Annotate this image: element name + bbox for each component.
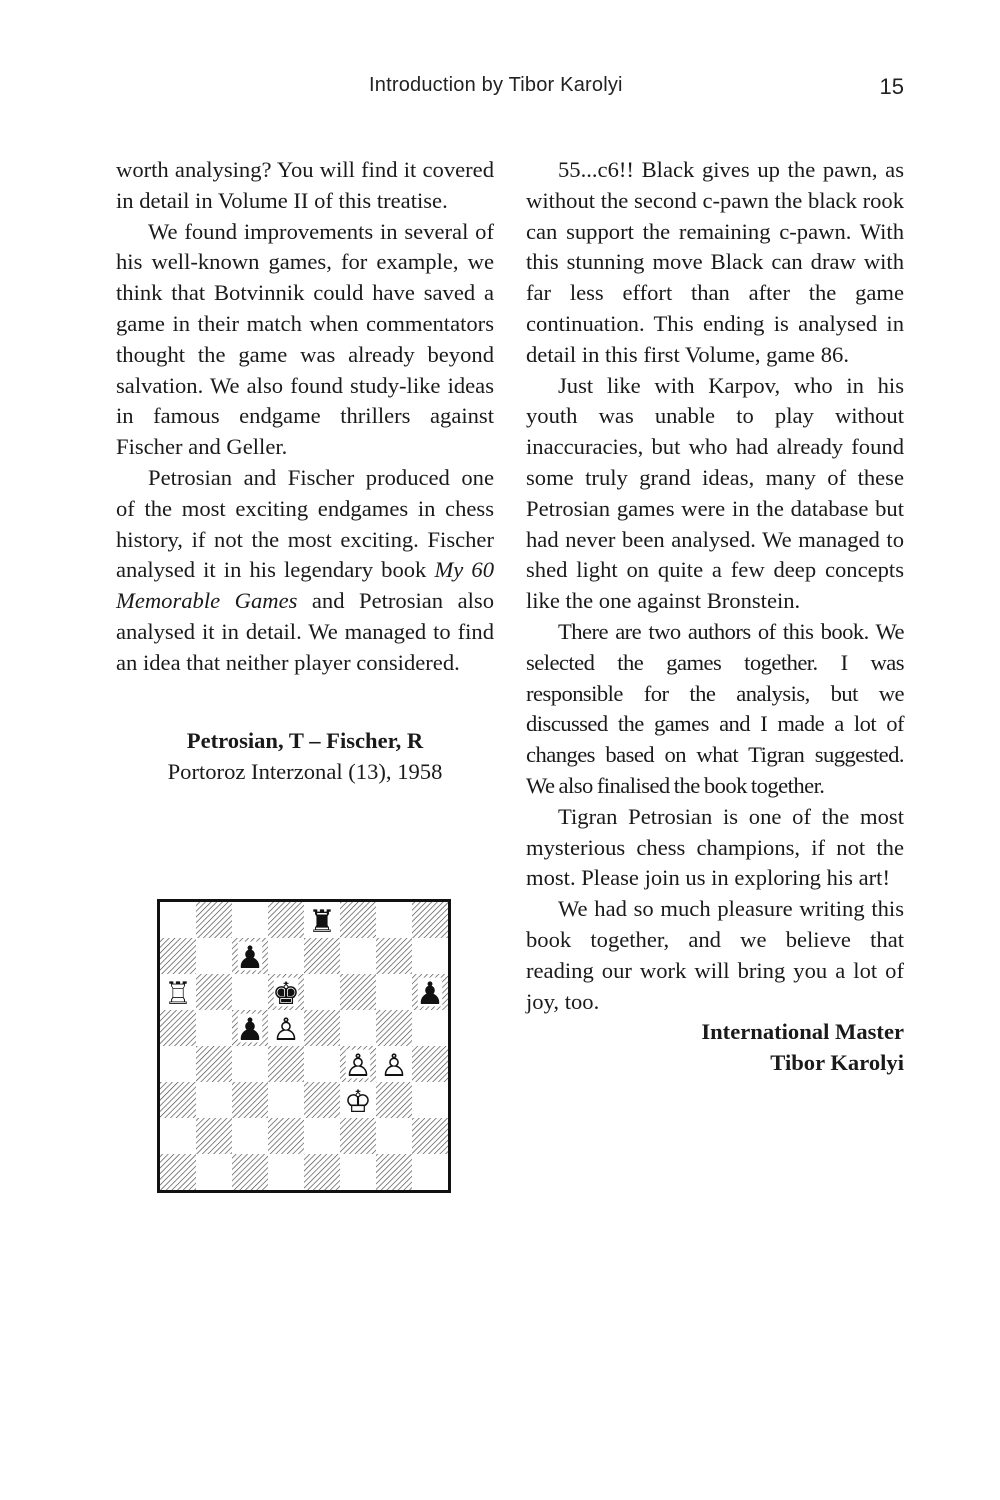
black-pawn-icon: ♟ [416, 975, 444, 1012]
square-e4 [304, 1046, 340, 1082]
game-heading [116, 725, 494, 787]
black-rook-icon: ♜ [308, 903, 336, 940]
right-paragraph-1: 55...c6!! Black gives up the pawn, as without the second c-pawn the black rook can support the remaining c-pawn. With this stunning move Black can draw with far less effort than after the game continuation. This ending is analysed in detail in this first Volume, game 86. [526, 157, 904, 367]
square-f8 [340, 902, 376, 938]
signature-title: International Master [701, 1019, 904, 1045]
square-c3 [232, 1082, 268, 1118]
square-e1 [304, 1154, 340, 1190]
square-b2 [196, 1118, 232, 1154]
square-e3 [304, 1082, 340, 1118]
white-pawn-icon: ♙ [344, 1047, 372, 1084]
game-event: Portoroz Interzonal (13), 1958 [167, 758, 443, 784]
page-number: 15 [879, 74, 904, 99]
chess-board [157, 899, 451, 1193]
black-pawn-icon: ♟ [236, 1011, 264, 1048]
square-c4 [232, 1046, 268, 1082]
left-paragraph-1: worth analysing? You will find it covered in detail in Volume II of this treatise. [116, 157, 494, 213]
square-a1 [160, 1154, 196, 1190]
square-b3 [196, 1082, 232, 1118]
square-c2 [232, 1118, 268, 1154]
right-paragraph-3: There are two authors of this book. We selected the games together. I was responsible for the analysis, but we discussed the games and I made a lot of changes based on what Tigran suggested. We also finalised the book together. [526, 618, 904, 798]
white-pawn-icon: ♙ [380, 1047, 408, 1084]
square-h5 [412, 1010, 448, 1046]
square-g1 [376, 1154, 412, 1190]
square-e6 [304, 974, 340, 1010]
left-paragraph-3-end: and Petrosian also analysed it in detail. We managed to find an idea that neither player considered. [116, 588, 494, 675]
left-column [116, 155, 494, 787]
square-a4 [160, 1046, 196, 1082]
square-h8 [412, 902, 448, 938]
square-g2 [376, 1118, 412, 1154]
running-title: Introduction by Tibor Karolyi [369, 74, 623, 96]
square-d1 [268, 1154, 304, 1190]
square-g6 [376, 974, 412, 1010]
square-b6 [196, 974, 232, 1010]
left-paragraph-2: We found improvements in several of his well-known games, for example, we think that Botvinnik could have saved a game in their match when commentators thought the game was already beyond salvation. We also found study-like ideas in famous endgame thrillers against Fischer and Geller. [116, 218, 494, 460]
square-e5 [304, 1010, 340, 1046]
square-b8 [196, 902, 232, 938]
right-paragraph-2: Just like with Karpov, who in his youth was unable to play without inaccuracies, but who had already found some truly grand ideas, many of these Petrosian games were in the database but had never been analysed. We managed to shed light on quite a few deep concepts like the one against Bronstein. [526, 372, 904, 614]
square-c8 [232, 902, 268, 938]
square-h1 [412, 1154, 448, 1190]
square-a5 [160, 1010, 196, 1046]
left-paragraph-3-start: Petrosian and Fischer produced one of the most exciting endgames in chess history, if not the most exciting. Fischer analysed it in his legendary book [116, 464, 494, 583]
square-g3 [376, 1082, 412, 1118]
right-column [526, 155, 904, 1079]
square-b5 [196, 1010, 232, 1046]
square-e2 [304, 1118, 340, 1154]
square-g8 [376, 902, 412, 938]
square-c6 [232, 974, 268, 1010]
game-title: Petrosian, T – Fischer, R [186, 727, 424, 753]
square-d7 [268, 938, 304, 974]
square-f5 [340, 1010, 376, 1046]
square-g5 [376, 1010, 412, 1046]
book-title: My 60 Memorable Games [116, 557, 494, 614]
square-a8 [160, 902, 196, 938]
square-c1 [232, 1154, 268, 1190]
square-e7 [304, 938, 340, 974]
square-b1 [196, 1154, 232, 1190]
square-h7 [412, 938, 448, 974]
square-h3 [412, 1082, 448, 1118]
black-king-icon: ♚ [272, 975, 300, 1012]
left-paragraph-3 [116, 463, 494, 679]
signature [526, 1017, 904, 1079]
square-g7 [376, 938, 412, 974]
square-b4 [196, 1046, 232, 1082]
right-paragraph-5: We had so much pleasure writing this book together, and we believe that reading our work will bring you a lot of joy, too. [526, 896, 904, 1014]
square-f7 [340, 938, 376, 974]
square-d8 [268, 902, 304, 938]
chess-diagram [157, 899, 451, 1193]
square-d2 [268, 1118, 304, 1154]
square-d3 [268, 1082, 304, 1118]
square-h2 [412, 1118, 448, 1154]
white-rook-icon: ♖ [164, 975, 192, 1012]
right-paragraph-4: Tigran Petrosian is one of the most mysterious chess champions, if not the most. Please join us in exploring his art! [526, 803, 904, 891]
signature-name: Tibor Karolyi [770, 1050, 904, 1076]
black-pawn-icon: ♟ [236, 939, 264, 976]
square-b7 [196, 938, 232, 974]
square-h4 [412, 1046, 448, 1082]
white-pawn-icon: ♙ [272, 1011, 300, 1048]
square-f2 [340, 1118, 376, 1154]
square-d4 [268, 1046, 304, 1082]
square-a2 [160, 1118, 196, 1154]
square-a7 [160, 938, 196, 974]
square-f6 [340, 974, 376, 1010]
square-f1 [340, 1154, 376, 1190]
white-king-icon: ♔ [344, 1083, 372, 1120]
running-header [0, 74, 1000, 106]
square-a3 [160, 1082, 196, 1118]
